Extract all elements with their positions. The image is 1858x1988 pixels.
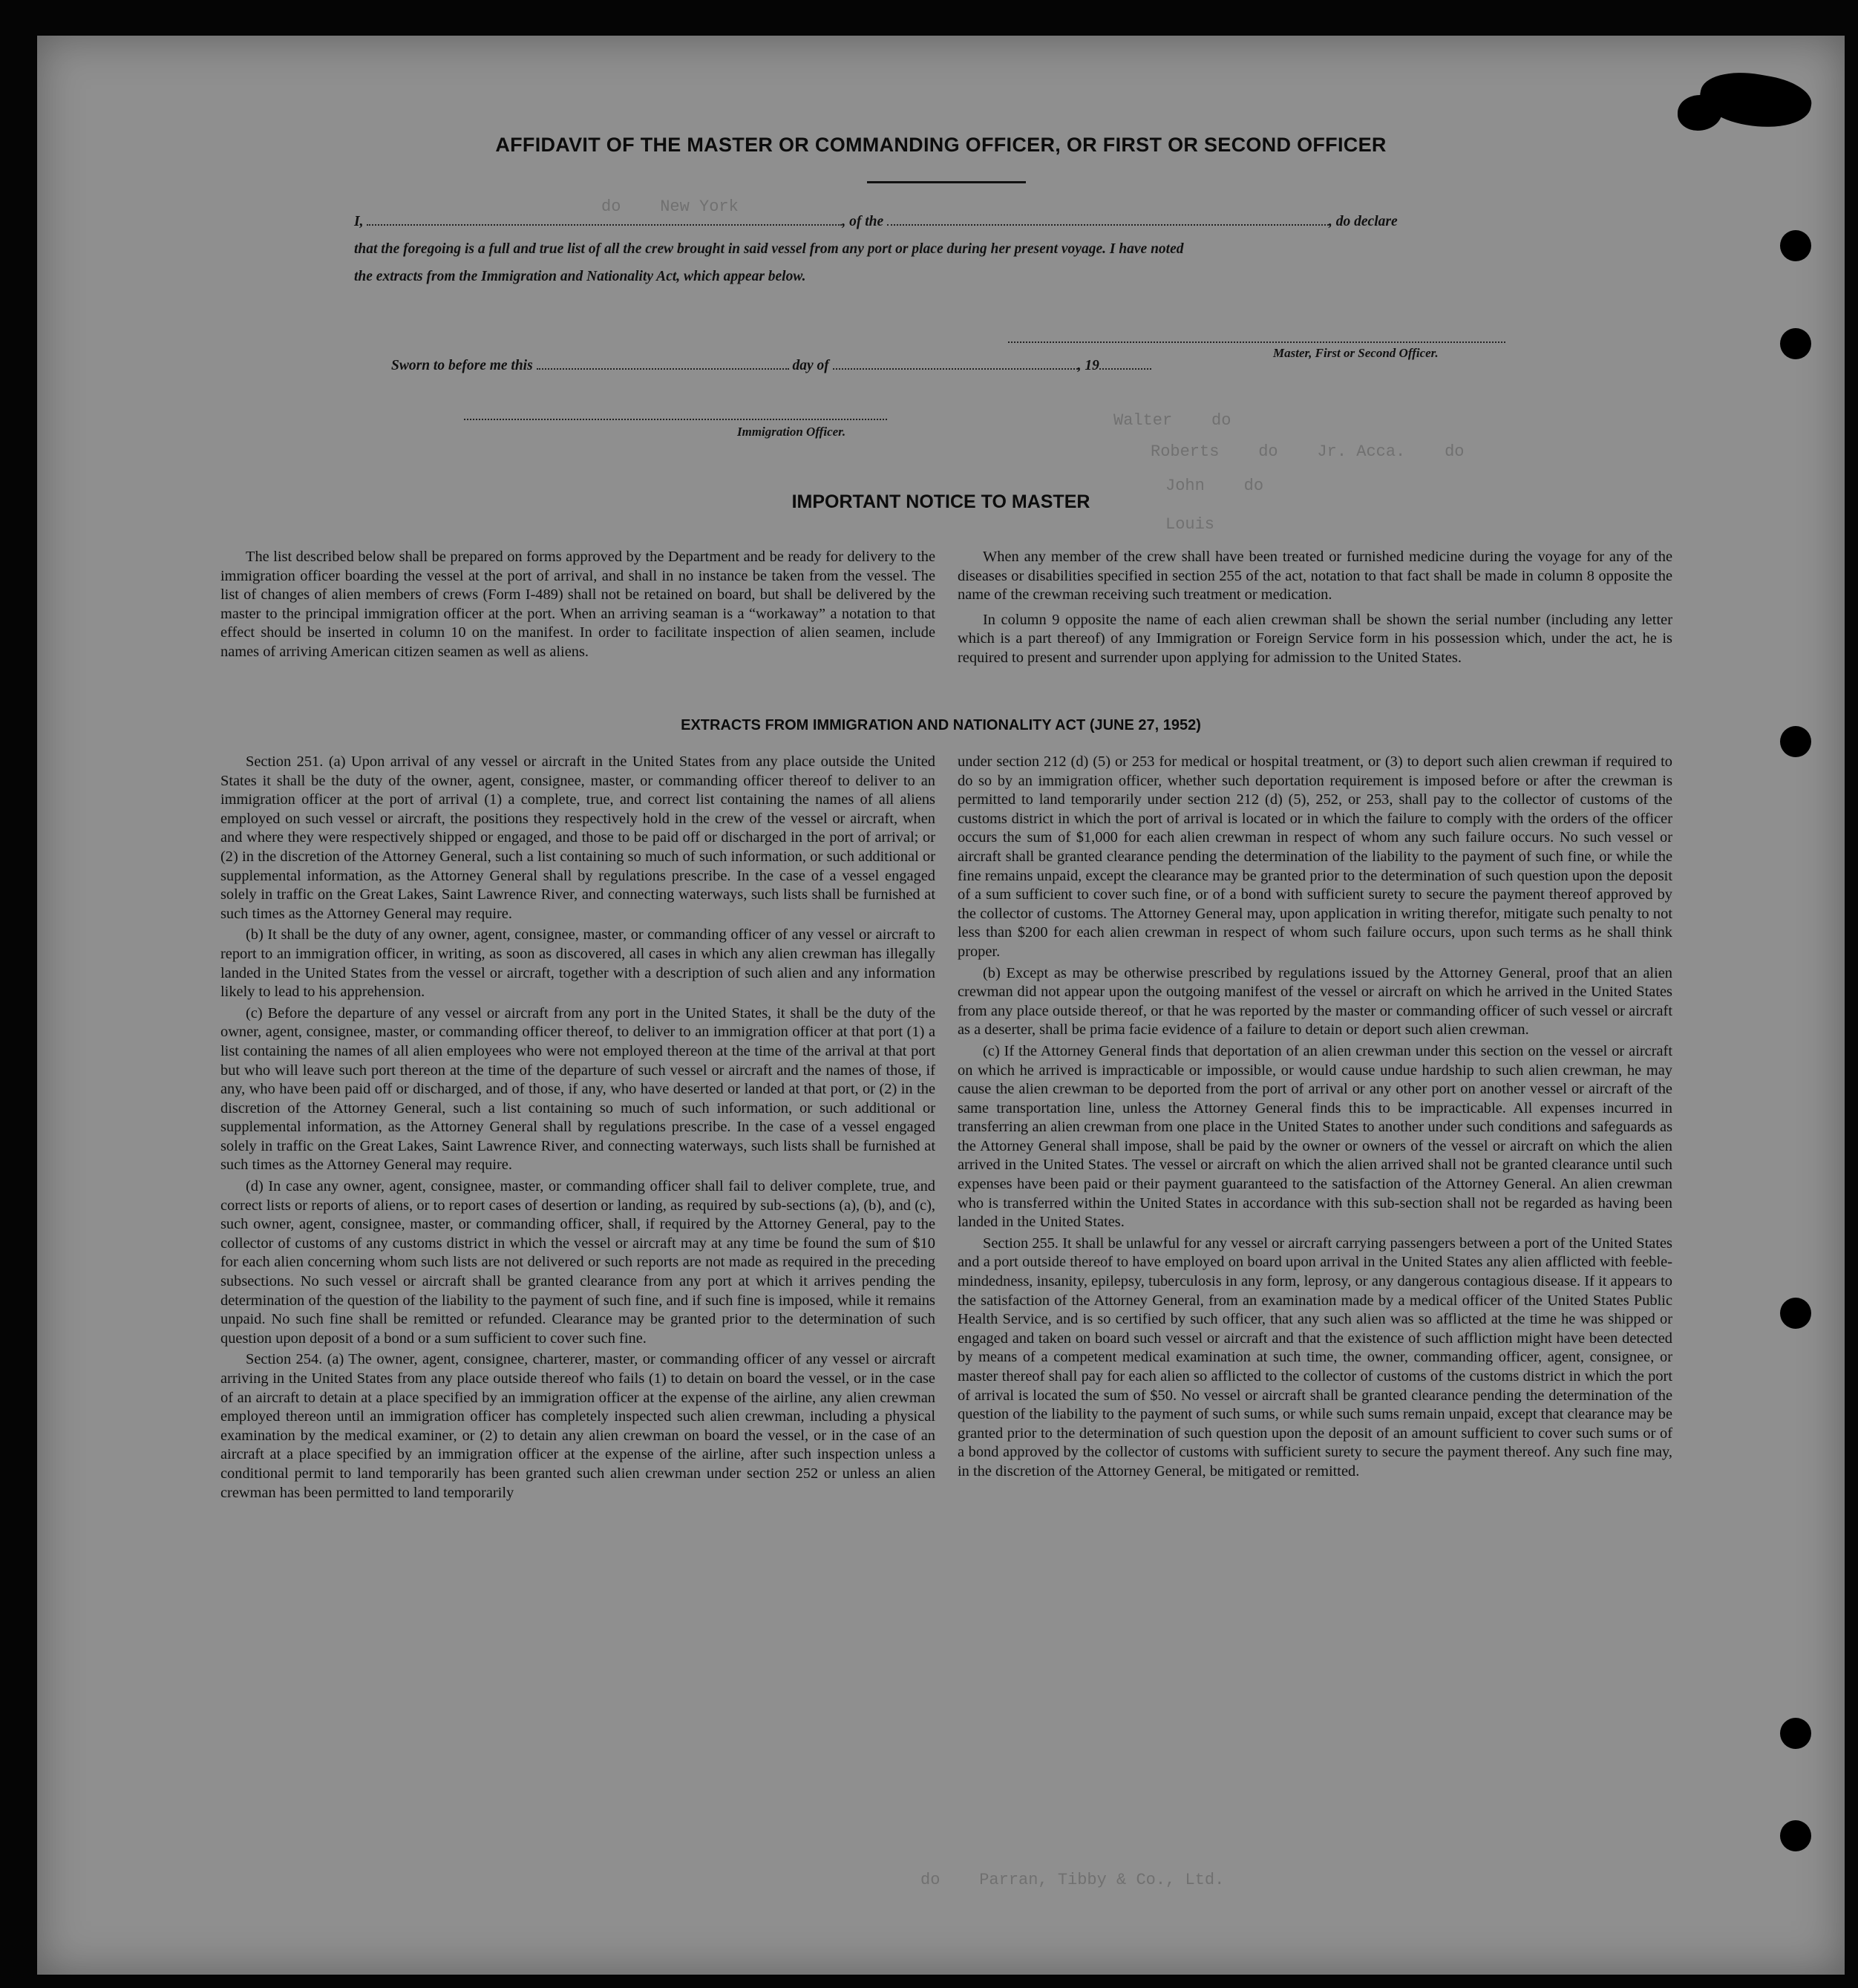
i-label: I,	[354, 214, 364, 229]
immigration-officer-signature-field[interactable]	[464, 407, 887, 420]
notice-left-column	[220, 548, 935, 664]
sworn-line	[391, 352, 1356, 379]
extracts-left-column	[220, 753, 935, 1505]
section-251-c: (c) Before the departure of any vessel or aircraft from any port in the United States, it shall be the duty of the owner, agent, consignee, master, or commanding officer thereof, to deliver to an immigration officer at that port (1) a list containing the names of all alien employees who were not employed thereon at the time of the arrival at that port but who will leave such port thereon at the time of the departure of such vessel or aircraft and the names of those, if any, who have been paid off or discharged, and of those, if any, who have deserted or landed at that port, or (2) in the discretion of the Attorney General, such a list containing so much of such information, or such additional or supplemental information, as the Attorney General shall by regulations prescribe. In the case of a vessel engaged solely in traffic on the Great Lakes, Saint Lawrence River, and connecting waterways, such lists shall be furnished at such times as the Attorney General may require.	[220, 1004, 935, 1174]
punch-hole	[1780, 1820, 1811, 1851]
notice-title: IMPORTANT NOTICE TO MASTER	[791, 491, 1090, 512]
sworn-day-field[interactable]	[537, 356, 789, 370]
extracts-title: EXTRACTS FROM IMMIGRATION AND NATIONALITY ACT (JUNE 27, 1952)	[681, 717, 1201, 733]
year-label: , 19	[1077, 358, 1099, 373]
section-254-a-continued: under section 212 (d) (5) or 253 for medical or hospital treatment, or (3) to deport such alien crewman if required to do so by an immigration officer, whether such deportation requirement is imposed before or after the crewman is permitted to land temporarily under section 212 (d) (5), 252, or 253, shall pay to the collector of customs of the customs district in which the port of arrival is located or in which the failure to comply with the orders of the officer occurs the sum of $1,000 for each alien crewman in respect of whom any such failure occurs. No such vessel or aircraft shall be granted clearance pending the determination of the liability to the payment of such fine, or while the fine remains unpaid, except the clearance may be granted prior to the determination of such question upon the deposit of a sum sufficient to cover such fine, or of a bond with sufficient surety to secure the payment thereof approved by the collector of customs. The Attorney General may, upon application in writing therefor, mitigate such penalty to not less than $200 for each alien crewman in respect of whom such failure occurs, upon such terms as he shall think proper.	[958, 753, 1672, 960]
sworn-month-field[interactable]	[833, 356, 1078, 370]
notice-right-paragraph-2: In column 9 opposite the name of each alien crewman shall be shown the serial number (including any letter which is a part thereof) of any Immigration or Foreign Service form in his possession which, under the act, he is required to present and surrender upon applying for admission to the United States.	[958, 611, 1672, 666]
section-251-d: (d) In case any owner, agent, consignee, master, or commanding officer shall fail to deliver complete, true, and correct lists or reports of aliens, or to report cases of desertion or landing, as required by sub-sections (a), (b), and (c), such owner, agent, consignee, master, or commanding officer, shall, if required by the Attorney General, pay to the collector of customs of any customs district in which the vessel or aircraft may at any time be found the sum of $10 for each alien concerning whom such lists are not delivered or such reports are not made as required in the preceding subsections. No such vessel or aircraft shall be granted clearance from any port at which it arrives pending the determination of the question of the liability to the payment of such fine, and if such fine is imposed, while it remains unpaid. No such fine shall be remitted or refunded. Clearance may be granted prior to the determination of such question upon deposit of a bond or a sum sufficient to cover such fine.	[220, 1178, 935, 1347]
section-251-b: (b) It shall be the duty of any owner, agent, consignee, master, or commanding officer of any vessel or aircraft to report to an immigration officer, in writing, as soon as discovered, all cases in which any alien crewman has illegally landed in the United States from the vessel or aircraft, together with a description of such alien and any information likely to lead to his apprehension.	[220, 926, 935, 1001]
section-254-c: (c) If the Attorney General finds that deportation of an alien crewman under this section on the vessel or aircraft on which he arrived is impracticable or impossible, or would cause undue hardship to such alien crewman, he may cause the alien crewman to be deported from the port of arrival or any other port on another vessel or aircraft of the same transportation line, unless the Attorney General finds this to be impracticable. All expenses incurred in transferring an alien crewman from one place in the United States to another under such conditions and safeguards as the Attorney General shall impose, shall be paid by the owner or owners of the vessel or aircraft on which the alien arrived in the United States. The vessel or aircraft on which the alien arrived shall not be granted clearance until such expenses have been paid or their payment guaranteed to the satisfaction of the Attorney General. An alien crewman who is transferred within the United States in accordance with this sub-section shall not be regarded as having been landed in the United States.	[958, 1042, 1672, 1231]
title-underline	[867, 181, 1026, 183]
affidavit-title: AFFIDAVIT OF THE MASTER OR COMMANDING OFFICER, OR FIRST OR SECOND OFFICER	[495, 134, 1387, 156]
ink-blot	[1678, 95, 1722, 131]
bleed-through-text: Louis	[1165, 515, 1215, 534]
bleed-through-text: do Parran, Tibby & Co., Ltd.	[920, 1871, 1225, 1889]
master-caption: Master, First or Second Officer.	[1273, 346, 1439, 360]
document-page	[37, 36, 1845, 1975]
immigration-officer-caption: Immigration Officer.	[737, 425, 846, 439]
notice-right-column	[958, 548, 1672, 670]
sworn-label: Sworn to before me this	[391, 358, 533, 373]
notice-right-paragraph-1: When any member of the crew shall have been treated or furnished medicine during the voyage for any of the diseases or disabilities specified in section 255 of the act, notation to that fact shall be made in column 8 opposite the name of the crewman receiving such treatment or medication.	[958, 549, 1672, 604]
bleed-through-text: do New York	[601, 197, 739, 216]
notice-left-paragraph: The list described below shall be prepared on forms approved by the Department and be ready for delivery to the immigration officer boarding the vessel at the port of arrival, and shall in no instance be taken from the vessel. The list of changes of alien members of crews (Form I-489) shall not be retained on board, but shall be delivered by the master to the principal immigration officer at the port. When an arriving seaman is a “workaway” a notation to that effect should be inserted in column 10 on the manifest. In order to facilitate inspection of alien seamen, include names of arriving American citizen seamen as well as aliens.	[220, 549, 935, 660]
section-254-b: (b) Except as may be otherwise prescribed by regulations issued by the Attorney General, proof that an alien crewman did not appear upon the outgoing manifest of the vessel or aircraft on which he arrived in the United States from any place outside thereof, or that he was reported by the master or commanding officer of such vessel or aircraft as a deserter, shall be prima facie evidence of a failure to detain or deport such alien crewman.	[958, 964, 1672, 1039]
of-the-label: , of the	[842, 214, 884, 229]
section-254-a: Section 254. (a) The owner, agent, consignee, charterer, master, or commanding officer of any vessel or aircraft arriving in the United States from any place outside thereof who fails (1) to detain on board the vessel, or in the case of an aircraft to detain at a place specified by an immigration officer at the expense of the airline, any alien crewman employed thereon until an immigration officer has completely inspected such alien crewman, including a physical examination by the medical examiner, or (2) to detain any alien crewman on board the vessel, or in the case of an aircraft at a place specified by an immigration officer at the expense of the airline, after such inspection unless a conditional permit to land temporarily has been granted such alien crewman under section 252 or unless an alien crewman has been permitted to land temporarily	[220, 1351, 935, 1501]
punch-hole	[1780, 230, 1811, 261]
punch-hole	[1780, 328, 1811, 359]
extracts-right-column	[958, 753, 1672, 1484]
vessel-field[interactable]	[887, 212, 1329, 226]
punch-hole	[1780, 1718, 1811, 1749]
section-255: Section 255. It shall be unlawful for any vessel or aircraft carrying passengers between a port of the United States and a port outside thereof to have employed on board upon arrival in the United States any alien afflicted with feeble-mindedness, insanity, epilepsy, tuberculosis in any form, leprosy, or any dangerous contagious disease. If it appears to the satisfaction of the Attorney General, from an examination made by a medical officer of the United States Public Health Service, and is so certified by such officer, that any such alien was so afflicted at the time he was shipped or engaged and taken on board such vessel or aircraft and that the existence of such affliction might have been detected by means of a competent medical examination at such time, the owner, commanding officer, agent, consignee, or master thereof shall pay for each alien so afflicted to the collector of customs of the customs district in which the port of arrival is located the sum of $50. No vessel or aircraft shall be granted clearance pending the determination of the question of the liability to the payment of such sums, or while such sums remain unpaid, except that clearance may be granted prior to the determination of such question upon the deposit of an amount sufficient to cover such sums or of a bond approved by the collector of customs with sufficient surety to secure the payment thereof. Any such fine may, in the discretion of the Attorney General, be mitigated or remitted.	[958, 1235, 1672, 1479]
sworn-year-field[interactable]	[1099, 356, 1151, 370]
bleed-through-text: John do	[1165, 477, 1264, 495]
bleed-through-text: Walter do	[1113, 411, 1231, 430]
master-signature-field[interactable]	[1008, 330, 1505, 343]
section-251-a: Section 251. (a) Upon arrival of any vessel or aircraft in the United States from any place outside the United States it shall be the duty of the owner, agent, consignee, master, or commanding officer thereof to deliver to an immigration officer at the port of arrival (1) a complete, true, and correct list containing the names of all aliens employed on such vessel or aircraft, the positions they respectively hold in the crew of the vessel or aircraft, when and where they were respectively shipped or engaged, and those to be paid off or discharged in the port of arrival; or (2) in the discretion of the Attorney General, such a list containing so much of such information, or such additional or supplemental information, as the Attorney General shall by regulations prescribe. In the case of a vessel engaged solely in traffic on the Great Lakes, Saint Lawrence River, and connecting waterways, such lists shall be furnished at such times as the Attorney General may require.	[220, 753, 935, 922]
declaration-fill-line	[354, 208, 1540, 235]
punch-hole	[1780, 1298, 1811, 1329]
declaration-line-2: the extracts from the Immigration and Nationality Act, which appear below.	[354, 269, 806, 284]
day-of-label: day of	[792, 358, 829, 373]
name-field[interactable]	[367, 212, 842, 226]
do-declare-label: , do declare	[1329, 214, 1398, 229]
declaration-line-1: that the foregoing is a full and true list of all the crew brought in said vessel from any port or place during her present voyage. I have noted	[354, 241, 1184, 257]
bleed-through-text: Roberts do Jr. Acca. do	[1151, 442, 1465, 461]
declaration-block	[354, 208, 1540, 290]
